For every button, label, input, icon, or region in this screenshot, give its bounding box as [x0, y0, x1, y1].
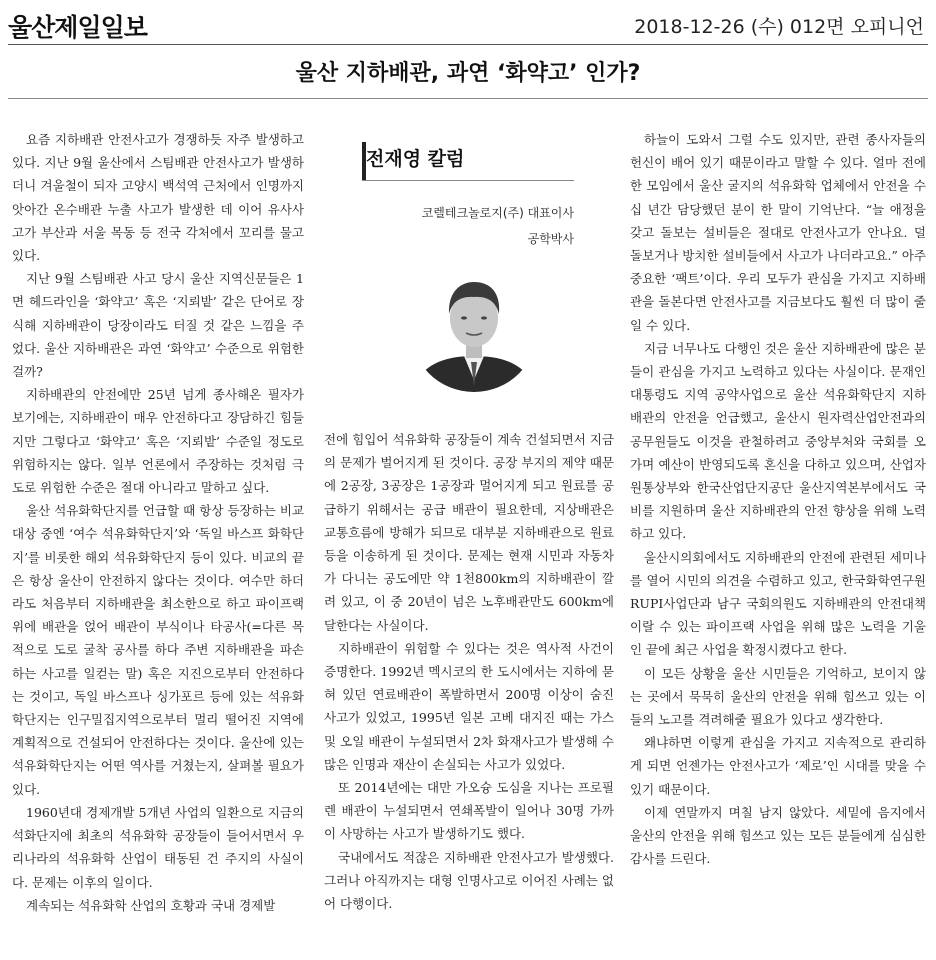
article-headline: 울산 지하배관, 과연 ‘화약고’ 인가? — [295, 61, 641, 86]
author-degree: 공학박사 — [527, 232, 574, 246]
paragraph: 국내에서도 적잖은 지하배관 안전사고가 발생했다. 그러나 아직까지는 대형 인명사고로 이어진 사례는 없어 다행이다. — [324, 849, 614, 912]
article-column-1 — [12, 128, 304, 917]
paragraph: 이 모든 상황을 울산 시민들은 기억하고, 보이지 않는 곳에서 묵묵히 울산의 안전을 위해 힘쓰고 있는 이들의 노고를 격려해줄 필요가 있다고 생각한다. — [630, 665, 926, 728]
paragraph: 또 2014년에는 대만 가오슝 도심을 지나는 프로필렌 배관이 누설되면서 연쇄폭발이 일어나 30명 가까이 사망하는 사고가 발생하기도 했다. — [324, 780, 614, 842]
article-column-2 — [324, 428, 614, 915]
header-divider — [8, 44, 928, 45]
author-portrait — [408, 262, 540, 394]
headline-divider — [8, 98, 928, 99]
article-column-3 — [630, 128, 926, 871]
paragraph: 지하배관이 위험할 수 있다는 것은 역사적 사건이 증명한다. 1992년 멕시코의 한 도시에서는 지하에 묻혀 있던 연료배관이 폭발하면서 200명 이상이 숨진 사고가 있었고, 1995년 일본 고베 대지진 때는 가스 및 오일 배관이 누설되면서 2차 화재사고가 발생해 수많은 인명과 재산이 손실되는 사고가 있었다. — [324, 640, 614, 772]
title-underline — [362, 180, 574, 181]
paragraph: 지난 9월 스팀배관 사고 당시 울산 지역신문들은 1면 헤드라인을 ‘화약고’ 혹은 ‘지뢰밭’ 같은 단어로 장식해 지하배관이 당장이라도 터질 것 같은 느낌을 주었다. 울산 지하배관은 과연 ‘화약고’ 수준으로 위험한 걸까? — [12, 271, 304, 380]
author-affiliation: 코렐테크놀로지(주) 대표이사 — [421, 206, 574, 220]
column-byline — [324, 132, 614, 422]
paragraph: 계속되는 석유화학 산업의 호황과 국내 경제발 — [26, 897, 276, 913]
paragraph: 지금 너무나도 다행인 것은 울산 지하배관에 많은 분들이 관심을 가지고 노력하고 있다는 사실이다. 문재인 대통령도 지역 공약사업으로 울산 석유화학단지 지하배관의 안전을 언급했고, 울산시 원자력산업안전과의 공무원들도 이것을 관철하려고 중앙부처와 국회를 오가며 예산이 반영되도록 혼신을 다하고 있으며, 산업자원통상부와 한국산업단지공단 울산지역본부에서도 국비를 지원하며 울산 지하배관의 안전 향상을 위해 노력하고 있다. — [630, 340, 926, 542]
paragraph: 왜냐하면 이렇게 관심을 가지고 지속적으로 관리하게 되면 언젠가는 안전사고가 ‘제로’인 시대를 맞을 수 있기 때문이다. — [630, 735, 926, 797]
paragraph: 1960년대 경제개발 5개년 사업의 일환으로 지금의 석화단지에 최초의 석유화학 공장들이 들어서면서 우리나라의 석유화학 산업이 태동된 건 주지의 사실이다. 문제는 이후의 일이다. — [12, 804, 304, 890]
masthead — [8, 6, 928, 40]
paragraph: 이제 연말까지 며칠 남지 않았다. 세밑에 음지에서 울산의 안전을 위해 힘쓰고 있는 모든 분들에게 심심한 감사를 드린다. — [630, 804, 926, 867]
paragraph: 울산시의회에서도 지하배관의 안전에 관련된 세미나를 열어 시민의 의견을 수렴하고 있고, 한국화학연구원 RUPI사업단과 남구 국회의원도 지하배관의 안전대책이랄 수 있는 파이프랙 사업을 위해 많은 노력을 기울인 끝에 최근 사업을 확정시켰다고 한다. — [630, 549, 926, 658]
newspaper-logo: 울산제일일보 — [8, 13, 147, 42]
paragraph: 지하배관의 안전에만 25년 넘게 종사해온 필자가 보기에는, 지하배관이 매우 안전하다고 장담하긴 힘들지만 그렇다고 ‘화약고’ 혹은 ‘지뢰밭’ 수준일 정도로 위험하지는 않다. 일부 언론에서 주장하는 것처럼 극도로 위험한 수준은 절대 아니라고 말하고 싶다. — [12, 387, 304, 496]
paragraph: 하늘이 도와서 그럴 수도 있지만, 관련 종사자들의 헌신이 배어 있기 때문이라고 말할 수 있다. 얼마 전에 한 모임에서 울산 굴지의 석유화학 업체에서 안전을 수십 년간 담당했던 분이 한 말이 기억난다. “늘 애정을 갖고 돌보는 설비들은 절대로 안전사고가 안나요. 덜 돌보거나 방치한 설비들에서 사고가 나더라고요.” 아주 중요한 ‘팩트’이다. 우리 모두가 관심을 가지고 지하배관을 돌본다면 안전사고를 지금보다도 훨씬 더 많이 줄일 수 있다. — [630, 132, 926, 333]
paragraph: 울산 석유화학단지를 언급할 때 항상 등장하는 비교대상 중엔 ‘여수 석유화학단지’와 ‘독일 바스프 화학단지’를 비롯한 해외 석유화학단지 등이 있다. 비교의 끝은 항상 울산이 안전하지 않다는 것이다. 여수만 하더라도 처음부터 지하배관을 최소한으로 하고 파이프랙 위에 배관을 얹어 배관이 부식이나 타공사(=다른 목적으로 도로 굴착 공사를 하다 주변 지하배관을 파손하는 사고를 일컫는 말) 혹은 지진으로부터 안전하다는 것이고, 독일 바스프나 싱가포르 등에 있는 석유화학단지는 인구밀집지역으로부터 멀리 떨어진 지역에 계획적으로 건설되어 안전하다는 것이다. 울산에 있는 석유화학단지는 어떤 역사를 거쳤는지, 살펴볼 필요가 있다. — [12, 503, 304, 797]
column-title: 전재영 칼럼 — [366, 148, 465, 170]
date-line: 2018-12-26 (수) 012면 오피니언 — [634, 16, 924, 38]
paragraph: 요즘 지하배관 안전사고가 경쟁하듯 자주 발생하고 있다. 지난 9월 울산에서 스팀배관 안전사고가 발생하더니 겨울철이 되자 고양시 백석역 근처에서 인명까지 앗아간 온수배관 누출 사고가 발생한 데 이어 유사사고가 부산과 서울 목동 등 전국 각처에서 꼬리를 물고 있다. — [12, 132, 304, 264]
paragraph: 전에 힘입어 석유화학 공장들이 계속 건설되면서 지금의 문제가 벌어지게 된 것이다. 공장 부지의 제약 때문에 2공장, 3공장은 1공장과 멀어지게 되고 원료를 공급하기 위해서는 공급 배관이 필요한데, 지상배관은 교통흐름에 방해가 되므로 대부분 지하배관으로 원료 등을 이송하게 된 것이다. 문제는 현재 시민과 자동차가 다니는 공도에만 약 1천800km의 지하배관이 깔려 있고, 이 중 20년이 넘은 노후배관만도 600km에 달한다는 사실이다. — [324, 432, 614, 633]
